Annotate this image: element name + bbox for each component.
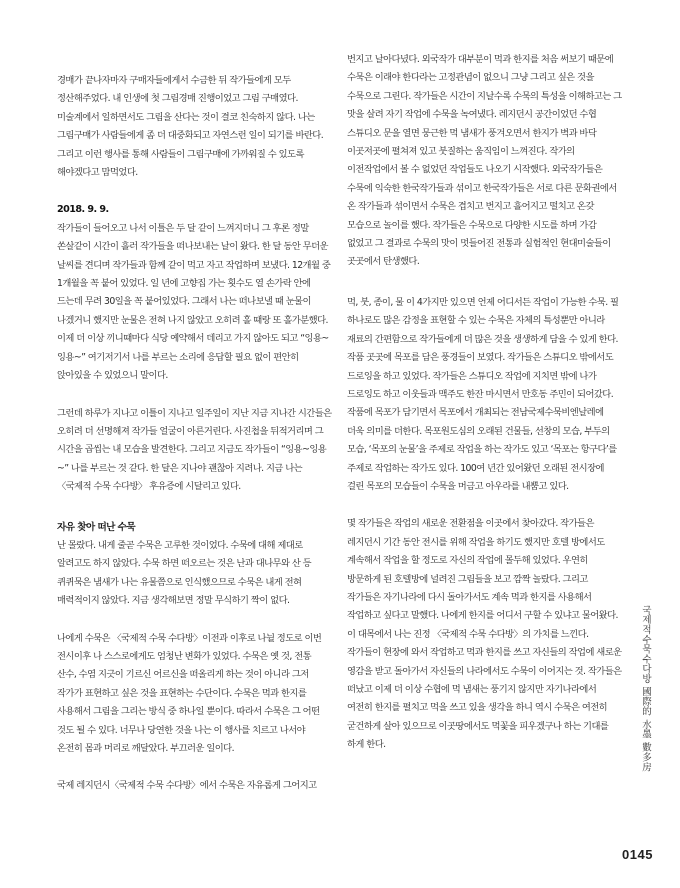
paragraph: 그런데 하루가 지나고 이틀이 지나고 일주일이 지난 지금 지나간 시간들은 오히려 더 선명해져 작가들 얼굴이 아른거린다. 사진첩을 뒤적거리며 그 시간을 곱씹는 내 모습을 발견한다. 그리고 지금도 작가들이 “잉용~잉용~” 나를 부르는 것 같다. 한 달은 지나야 괜찮아 지려나. 지금 나는 〈국제적 수묵 수다방〉 후유증에 시달리고 있다. [57, 407, 332, 493]
paragraph: 번지고 날아다녔다. 외국작가 대부분이 먹과 한지를 처음 써보기 때문에 수묵은 이래야 한다라는 고정관념이 없으니 그냥 그리고 싶은 것을 수묵으로 그린다. 작가들은 시간이 지날수록 수묵의 특성을 이해하고는 그 맛을 살려 자기 작업에 수묵을 녹여냈다. 레지던시 공간이었던 수협 스튜디오 문을 열면 뭉근한 먹 냄새가 풍겨오면서 한지가 벽과 바닥 이곳저곳에 펼쳐져 있고 붓질하는 움직임이 느껴진다. 작가의 이전작업에서 볼 수 없었던 작업들도 나오기 시작했다. 외국작가들은 수묵에 익숙한 한국작가들과 섞이고 한국작가들은 서로 다른 문화권에서 온 작가들과 섞이면서 수묵은 겹치고 번지고 흘어지고 떨치고 온갖 모습으로 놀이를 했다. 작가들은 수묵으로 다양한 시도를 하며 가감 없었고 그 결과로 수묵의 맛이 멋들어진 전통과 실험적인 현대미술들이 곳곳에서 탄생했다. [347, 54, 622, 268]
paragraph: 작가들이 들어오고 나서 이틀은 두 달 같이 느껴지더니 그 후론 정말 쏜살같이 시간이 흘러 작가들을 떠나보내는 날이 왔다. 한 달 동안 무더운 날씨를 견디며 작가들과 함께 같이 먹고 자고 작업하며 보냈다. 12개월 중 1개월을 꼭 붙어 있었다. 일 년에 고향집 가는 횟수도 열 손가락 안에 드는데 무려 30일을 꼭 붙어있었다. 그래서 나는 떠나보낼 때 눈물이 나겠거니 했지만 눈물은 전혀 나지 않았고 오히려 홀 때랑 또 홀가분했다. 이제 더 이상 끼니때마다 식당 예약해서 데리고 가지 않아도 되고 “잉용~ 잉용~” 여기저기서 나를 부르는 소리에 응답할 필요 없이 편안히 앉아있을 수 있었으니 말이다. [57, 222, 331, 382]
paragraph: 경매가 끝나자마자 구매자들에게서 수금한 뒤 작가들에게 모두 정산해주었다. 내 인생에 첫 그림경매 진행이었고 그림 구매였다. 미술계에서 일하면서도 그림을 산다는 것이 결코 친숙하지 않다. 나는 그림구매가 사람들에게 좀 더 대중화되고 자연스런 일이 되기를 바란다. 그리고 이런 행사를 통해 사람들이 그림구매에 가까워질 수 있도록 해야겠다고 맘먹었다. [57, 75, 324, 179]
page-number: 0145 [622, 847, 653, 862]
section-heading: 자유 찾아 떠난 수묵 [57, 521, 136, 533]
side-running-title: 국제적수묵수다방 國際的 水墨 數多房 [640, 605, 651, 772]
paragraph: 국제 레지던시〈국제적 수묵 수다방〉에서 수묵은 자유롭게 그어지고 [57, 780, 317, 792]
paragraph: 먹, 붓, 종이, 물 이 4가지만 있으면 언제 어디서든 작업이 가능한 수묵. 필 하나로도 많은 감정을 표현할 수 있는 수묵은 자체의 특성뿐만 아니라 재료의 간편함으로 작가들에게 더 많은 것을 생생하게 담을 수 있게 한다. 작품 곳곳에 목포를 담은 풍경들이 보였다. 작가들은 스튜디오 밖에서도 드로잉을 하고 있었다. 작가들은 스튜디오 작업에 지치면 밖에 나가 드로잉도 하고 이웃들과 맥주도 한잔 마시면서 만호동 주민이 되어갔다. 작품에 목포가 담기면서 목포에서 개최되는 전남국제수묵비엔날레에 더욱 의미를 더한다. 목포원도심의 오래된 건물들, 선창의 모습, 부두의 모습, ‘목포의 눈물’을 주제로 작업을 하는 작가도 있고 ‘목포는 항구다’를 주제로 작업하는 작가도 있다. 100여 년간 있어왔던 오래된 전시장에 걸린 목포의 모습들이 수묵을 머금고 아우라를 내뿜고 있다. [347, 296, 619, 492]
paragraph: 몇 작가들은 작업의 새로운 전환점을 이곳에서 찾아갔다. 작가들은 레지던시 기간 동안 전시를 위해 작업을 하기도 했지만 호텔 방에서도 계속해서 작업을 할 정도로 자신의 작업에 몰두해 있었다. 우연히 방문하게 된 호텔방에 널려진 그림들을 보고 깜짝 놀랐다. 그리고 작가들은 자기나라에 다시 돌아가서도 계속 먹과 한지를 사용해서 작업하고 싶다고 말했다. 나에게 한지를 어디서 구할 수 있냐고 물어왔다. 이 대목에서 나는 진정 〈국제적 수묵 수다방〉의 가치를 느낀다. 작가들이 현장에 와서 작업하고 먹과 한지를 쓰고 자신들의 작업에 새로운 영감을 받고 돌아가서 자신들의 나라에서도 수묵이 이어지는 것. 작가들은 떠났고 이제 더 이상 수협에 먹 냄새는 풍기지 않지만 자기나라에서 여전히 한지를 펼치고 먹을 쓰고 있을 생각을 하니 역시 수묵은 여전히 굳건하게 살아 있으므로 이곳땅에서도 먹꽃을 피우겠구나 하는 기대를 하게 한다. [347, 518, 622, 751]
paragraph: 나에게 수묵은 〈국제적 수묵 수다방〉이전과 이후로 나뉠 정도로 이번 전시이후 나 스스로에게도 엄청난 변화가 있었다. 수묵은 옛 것, 전통 산수, 수염 지긋이 기르신 어르신을 떠올리게 하는 것이 아니라 그저 작가가 표현하고 싶은 것을 표현하는 수단이다. 수묵은 먹과 한지를 사용해서 그림을 그리는 방식 중 하나일 뿐이다. 따라서 수묵은 그 어떤 것도 될 수 있다. 너무나 당연한 것을 나는 이 행사를 치르고 나서야 온전히 몸과 머리로 깨달았다. 부끄러운 일이다. [57, 632, 322, 754]
date-heading: 2018. 9. 9. [57, 204, 109, 216]
left-column [57, 0, 332, 796]
right-column [347, 0, 622, 755]
paragraph: 난 몰랐다. 내게 줄곧 수묵은 고루한 것이었다. 수묵에 대해 제대로 알려고도 하지 않았다. 수묵 하면 떠오르는 것은 난과 대나무와 산 등 퀴퀴묵은 냄새가 나는 유물쯤으로 인식했으므로 수묵은 내게 전혀 매력적이지 않았다. 지금 생각해보면 정말 무식하기 짝이 없다. [57, 539, 312, 607]
